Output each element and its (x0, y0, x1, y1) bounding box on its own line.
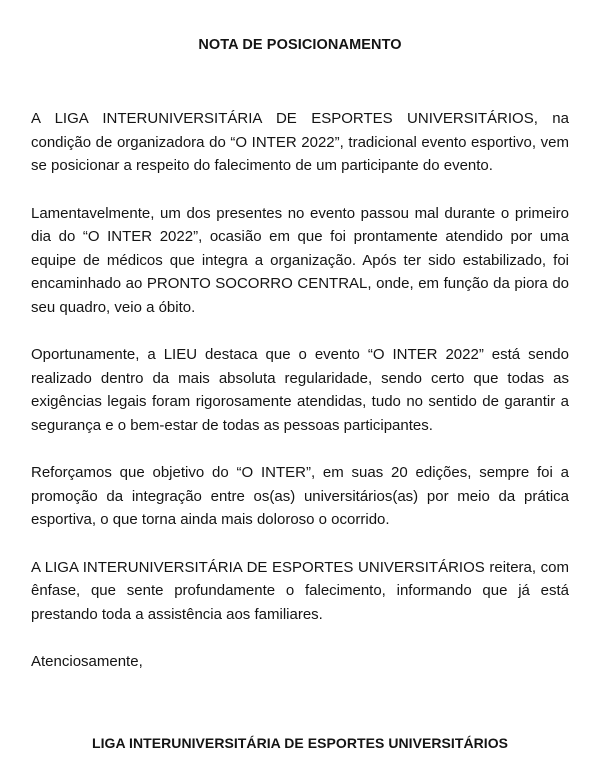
paragraph-intro: A LIGA INTERUNIVERSITÁRIA DE ESPORTES UNIVERSITÁRIOS, na condição de organizadora do “O INTER 2022”, tradicional evento esportivo, vem se posicionar a respeito do falecimento de um participante do evento. (31, 110, 569, 174)
signature-organization: LIGA INTERUNIVERSITÁRIA DE ESPORTES UNIVERSITÁRIOS (91, 735, 509, 751)
document-title: NOTA DE POSICIONAMENTO (198, 37, 402, 53)
paragraph-incident: Lamentavelmente, um dos presentes no evento passou mal durante o primeiro dia do “O INTER 2022”, ocasião em que foi prontamente atendido por uma equipe de médicos que integra a organização. Após ter sido estabilizado, foi encaminhado ao PRONTO SOCORRO CENTRAL, onde, em função da piora do seu quadro, veio a óbito. (31, 204, 569, 316)
closing-salutation: Atenciosamente, (31, 653, 143, 670)
paragraph-objective: Reforçamos que objetivo do “O INTER”, em suas 20 edições, sempre foi a promoção da integração entre os(as) universitários(as) por meio da prática esportiva, o que torna ainda mais doloroso o ocorrido. (31, 464, 569, 528)
paragraph-condolences: A LIGA INTERUNIVERSITÁRIA DE ESPORTES UNIVERSITÁRIOS reitera, com ênfase, que sente profundamente o falecimento, informando que já está prestando toda a assistência aos familiares. (31, 558, 569, 623)
paragraph-regularity: Oportunamente, a LIEU destaca que o evento “O INTER 2022” está sendo realizado dentro da mais absoluta regularidade, sendo certo que todas as exigências legais foram rigorosamente atendidas, tudo no sentido de garantir a segurança e o bem-estar de todas as pessoas participantes. (31, 346, 569, 434)
